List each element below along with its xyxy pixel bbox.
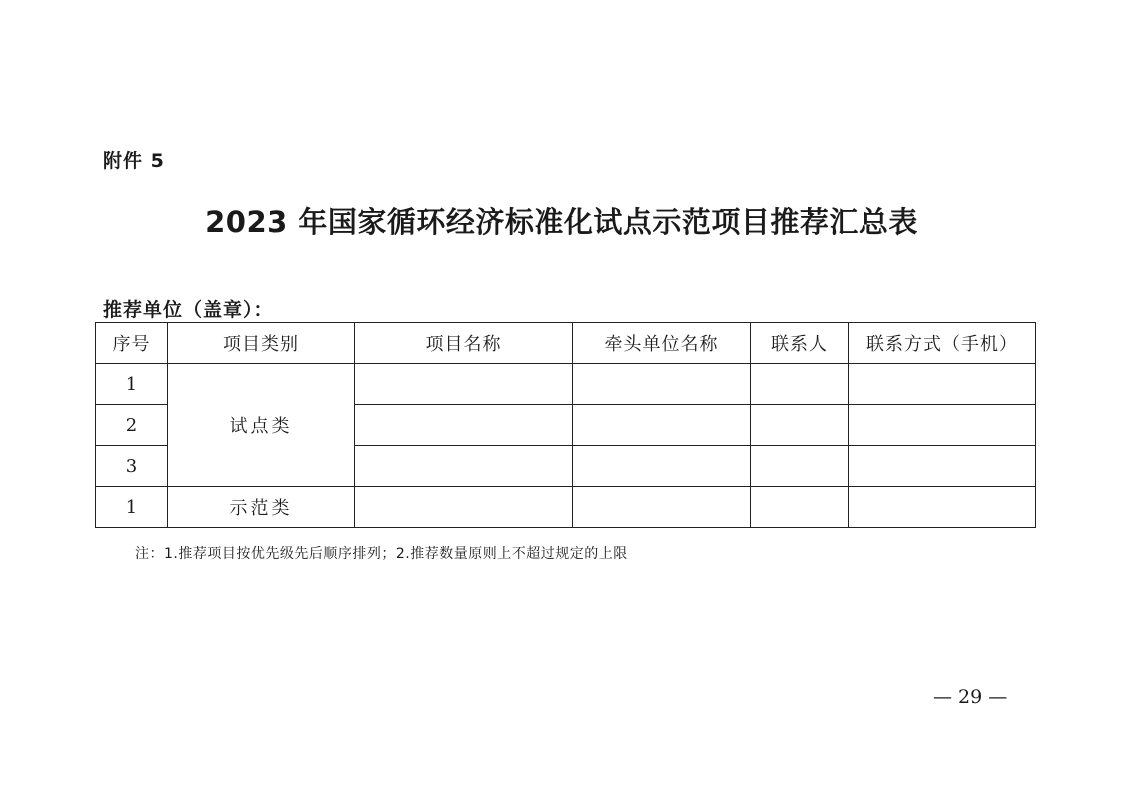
lead-organization-cell[interactable] [573,446,751,487]
header-contact-phone: 联系方式（手机） [849,323,1036,364]
contact-phone-cell[interactable] [849,405,1036,446]
lead-organization-cell[interactable] [573,487,751,528]
header-contact-person: 联系人 [751,323,849,364]
contact-phone-cell[interactable] [849,446,1036,487]
recommending-unit-label: 推荐单位（盖章）： [103,299,274,321]
contact-person-cell[interactable] [751,487,849,528]
lead-organization-cell[interactable] [573,405,751,446]
table-header-row [96,323,1036,364]
category-pilot-cell: 试点类 [168,364,355,487]
project-name-cell[interactable] [355,364,573,405]
page-number: — 29 — [933,686,1008,708]
serial-number-cell: 1 [96,487,168,528]
table-row [96,364,1036,405]
header-project-category: 项目类别 [168,323,355,364]
attachment-label: 附件 5 [103,150,165,172]
header-project-name: 项目名称 [355,323,573,364]
contact-phone-cell[interactable] [849,487,1036,528]
serial-number-cell: 1 [96,364,168,405]
serial-number-cell: 3 [96,446,168,487]
project-name-cell[interactable] [355,487,573,528]
project-name-cell[interactable] [355,405,573,446]
serial-number-cell: 2 [96,405,168,446]
summary-table [95,322,1036,528]
project-name-cell[interactable] [355,446,573,487]
contact-person-cell[interactable] [751,364,849,405]
page-title: 2023 年国家循环经济标准化试点示范项目推荐汇总表 [205,205,918,239]
table-row [96,487,1036,528]
lead-organization-cell[interactable] [573,364,751,405]
table-note: 注：1.推荐项目按优先级先后顺序排列；2.推荐数量原则上不超过规定的上限 [135,546,628,562]
category-demo-cell: 示范类 [168,487,355,528]
contact-person-cell[interactable] [751,446,849,487]
header-lead-organization: 牵头单位名称 [573,323,751,364]
header-serial-number: 序号 [96,323,168,364]
contact-person-cell[interactable] [751,405,849,446]
contact-phone-cell[interactable] [849,364,1036,405]
